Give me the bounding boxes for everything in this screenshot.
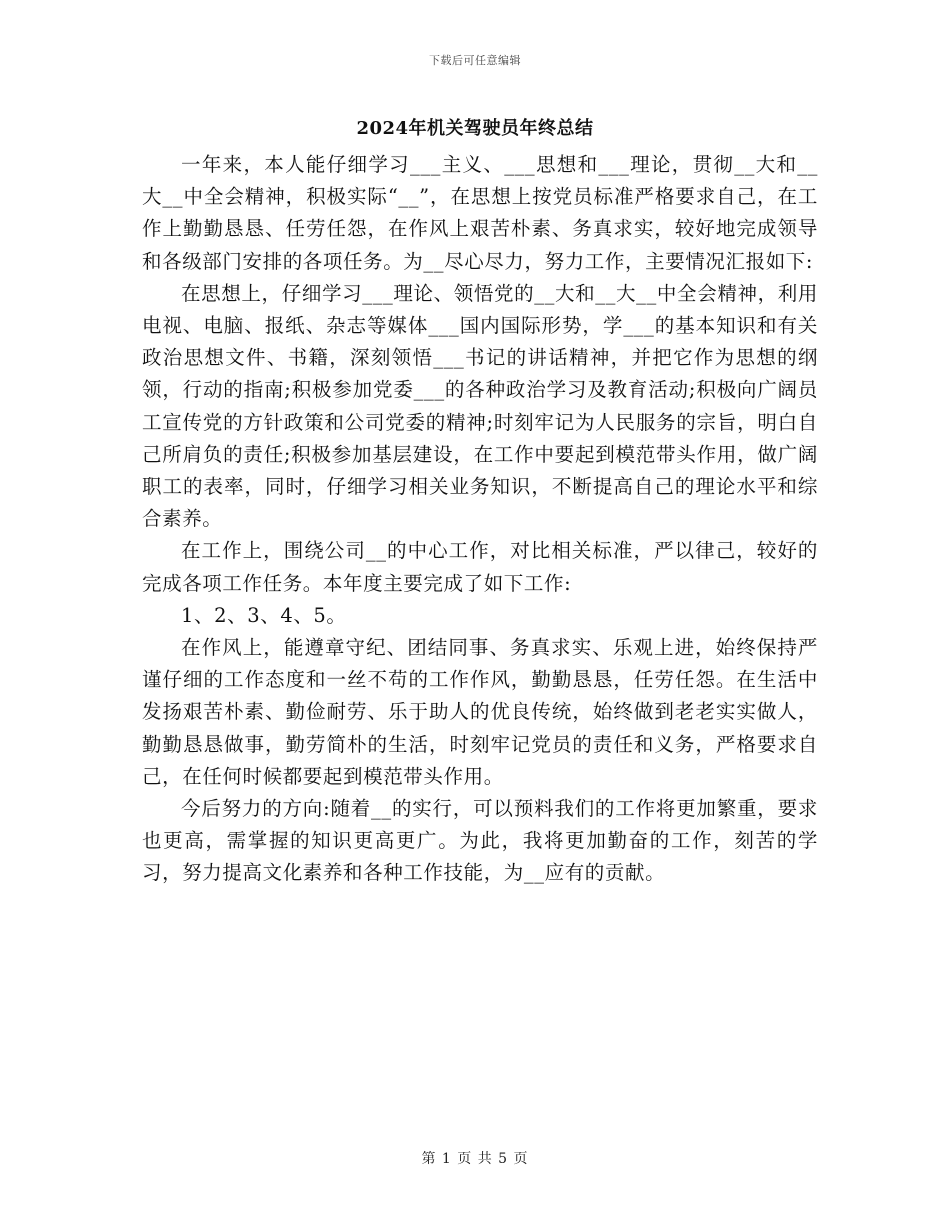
- paragraph-ideology: 在思想上，仔细学习___理论、领悟党的__大和__大__中全会精神，利用电视、电脑、报纸、杂志等媒体___国内国际形势，学___的基本知识和有关政治思想文件、书籍，深刻领悟___书记的讲话精神，并把它作为思想的纲领，行动的指南;积极参加党委___的各种政治学习及教育活动;积极向广阔员工宣传党的方针政策和公司党委的精神;时刻牢记为人民服务的宗旨，明白自己所肩负的责任;积极参加基层建设，在工作中要起到模范带头作用，做广阔职工的表率，同时，仔细学习相关业务知识，不断提高自己的理论水平和综合素养。: [142, 281, 818, 531]
- page-header-note: 下载后可任意编辑: [429, 54, 521, 67]
- paragraph-conduct: 在作风上，能遵章守纪、团结同事、务真求实、乐观上进，始终保持严谨仔细的工作态度和一丝不苟的工作作风，勤勤恳恳，任劳任怨。在生活中发扬艰苦朴素、勤俭耐劳、乐于助人的优良传统，始终做到老老实实做人，勤勤恳恳做事，勤劳简朴的生活，时刻牢记党员的责任和义务，严格要求自己，在任何时候都要起到模范带头作用。: [142, 636, 818, 788]
- paragraph-work: 在工作上，围绕公司__的中心工作，对比相关标准，严以律己，较好的完成各项工作任务。本年度主要完成了如下工作:: [142, 539, 818, 595]
- document-title: 2024年机关驾驶员年终总结: [356, 118, 594, 139]
- page-number-indicator: 第 1 页 共 5 页: [421, 1151, 529, 1167]
- paragraph-intro: 一年来，本人能仔细学习___主义、___思想和___理论，贯彻__大和__大__中全会精神，积极实际“__”，在思想上按党员标准严格要求自己，在工作上勤勤恳恳、任劳任怨，在作风上艰苦朴素、务真求实，较好地完成领导和各级部门安排的各项任务。为__尽心尽力，努力工作，主要情况汇报如下:: [142, 153, 818, 273]
- paragraph-future: 今后努力的方向:随着__的实行，可以预料我们的工作将更加繁重，要求也更高，需掌握的知识更高更广。为此，我将更加勤奋的工作，刻苦的学习，努力提高文化素养和各种工作技能，为__应有的贡献。: [142, 797, 818, 885]
- document-body: [142, 149, 818, 890]
- paragraph-work-list: 1、2、3、4、5。: [181, 603, 347, 627]
